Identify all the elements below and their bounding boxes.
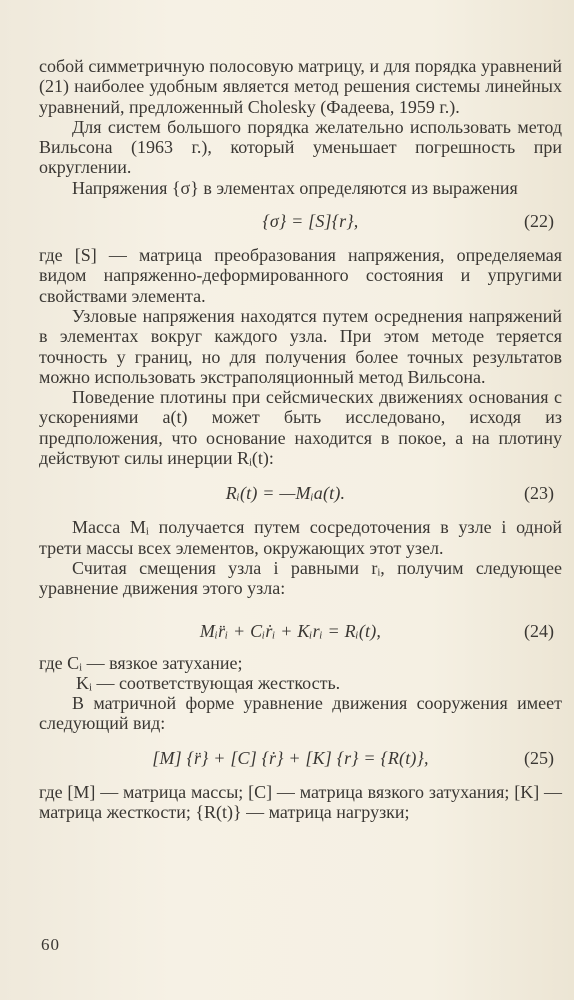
equation-22-formula: {σ} = [S]{r},: [262, 211, 359, 232]
equation-23-number: (23): [524, 483, 554, 504]
equation-24-number: (24): [524, 620, 554, 641]
equation-25-formula: [M] {r̈} + [C] {ṙ} + [K] {r} = {R(t)},: [152, 747, 429, 768]
paragraph-stresses: Напряжения {σ} в элементах определяются из выражения: [72, 177, 518, 198]
paragraph-wilson-method: Для систем большого порядка желательно использовать метод Вильсона (1963 г.), который уменьшает погрешность при округлении.: [39, 116, 562, 178]
page-number: 60: [41, 935, 60, 954]
definition-damping: где Cᵢ — вязкое затухание;: [39, 652, 243, 673]
paragraph-displacements: Считая смещения узла i равными rᵢ, получим следующее уравнение движения этого узла:: [39, 557, 562, 599]
equation-23-formula: Rᵢ(t) = —Mᵢa(t).: [225, 483, 346, 504]
paragraph-matrix-form: В матричной форме уравнение движения сооружения имеет следующий вид:: [39, 693, 562, 734]
equation-22: [39, 211, 562, 231]
paragraph-stress-matrix: где [S] — матрица преобразования напряжения, определяемая видом напряженно-деформированного состояния и упругими свойствами элемента.: [39, 245, 562, 306]
equation-25: [39, 748, 562, 768]
paragraph-cholesky: собой симметричную полосовую матрицу, и для порядка уравнений (21) наиболее удобным является метод решения системы линейных уравнений, предложенный Cholesky (Фадеева, 1959 г.).: [39, 56, 562, 117]
paragraph-matrix-definitions: где [M] — матрица массы; [C] — матрица вязкого затухания; [K] — матрица жесткости; {R(t)} — матрица нагрузки;: [39, 781, 562, 823]
paragraph-seismic-behaviour: Поведение плотины при сейсмических движениях основания с ускорениями a(t) может быть исследовано, исходя из предположения, что основание находится в покое, а на плотину действуют силы инерции Rᵢ(t):: [39, 387, 562, 469]
equation-22-number: (22): [524, 211, 554, 232]
paragraph-mass: Масса Mᵢ получается путем сосредоточения в узле i одной трети массы всех элементов, окружающих этот узел.: [39, 517, 562, 558]
equation-23: [39, 483, 562, 503]
equation-24-formula: Mᵢr̈ᵢ + Cᵢṙᵢ + Kᵢrᵢ = Rᵢ(t),: [199, 620, 382, 641]
definition-stiffness: Kᵢ — соответствующая жесткость.: [76, 672, 341, 693]
paragraph-nodal-stresses: Узловые напряжения находятся путем осреднения напряжений в элементах вокруг каждого узла. При этом методе теряется точность у границ, но для получения более точных результатов можно использовать экстраполяционный метод Вильсона.: [39, 305, 562, 387]
equation-24: [39, 621, 562, 641]
equation-25-number: (25): [524, 747, 554, 768]
